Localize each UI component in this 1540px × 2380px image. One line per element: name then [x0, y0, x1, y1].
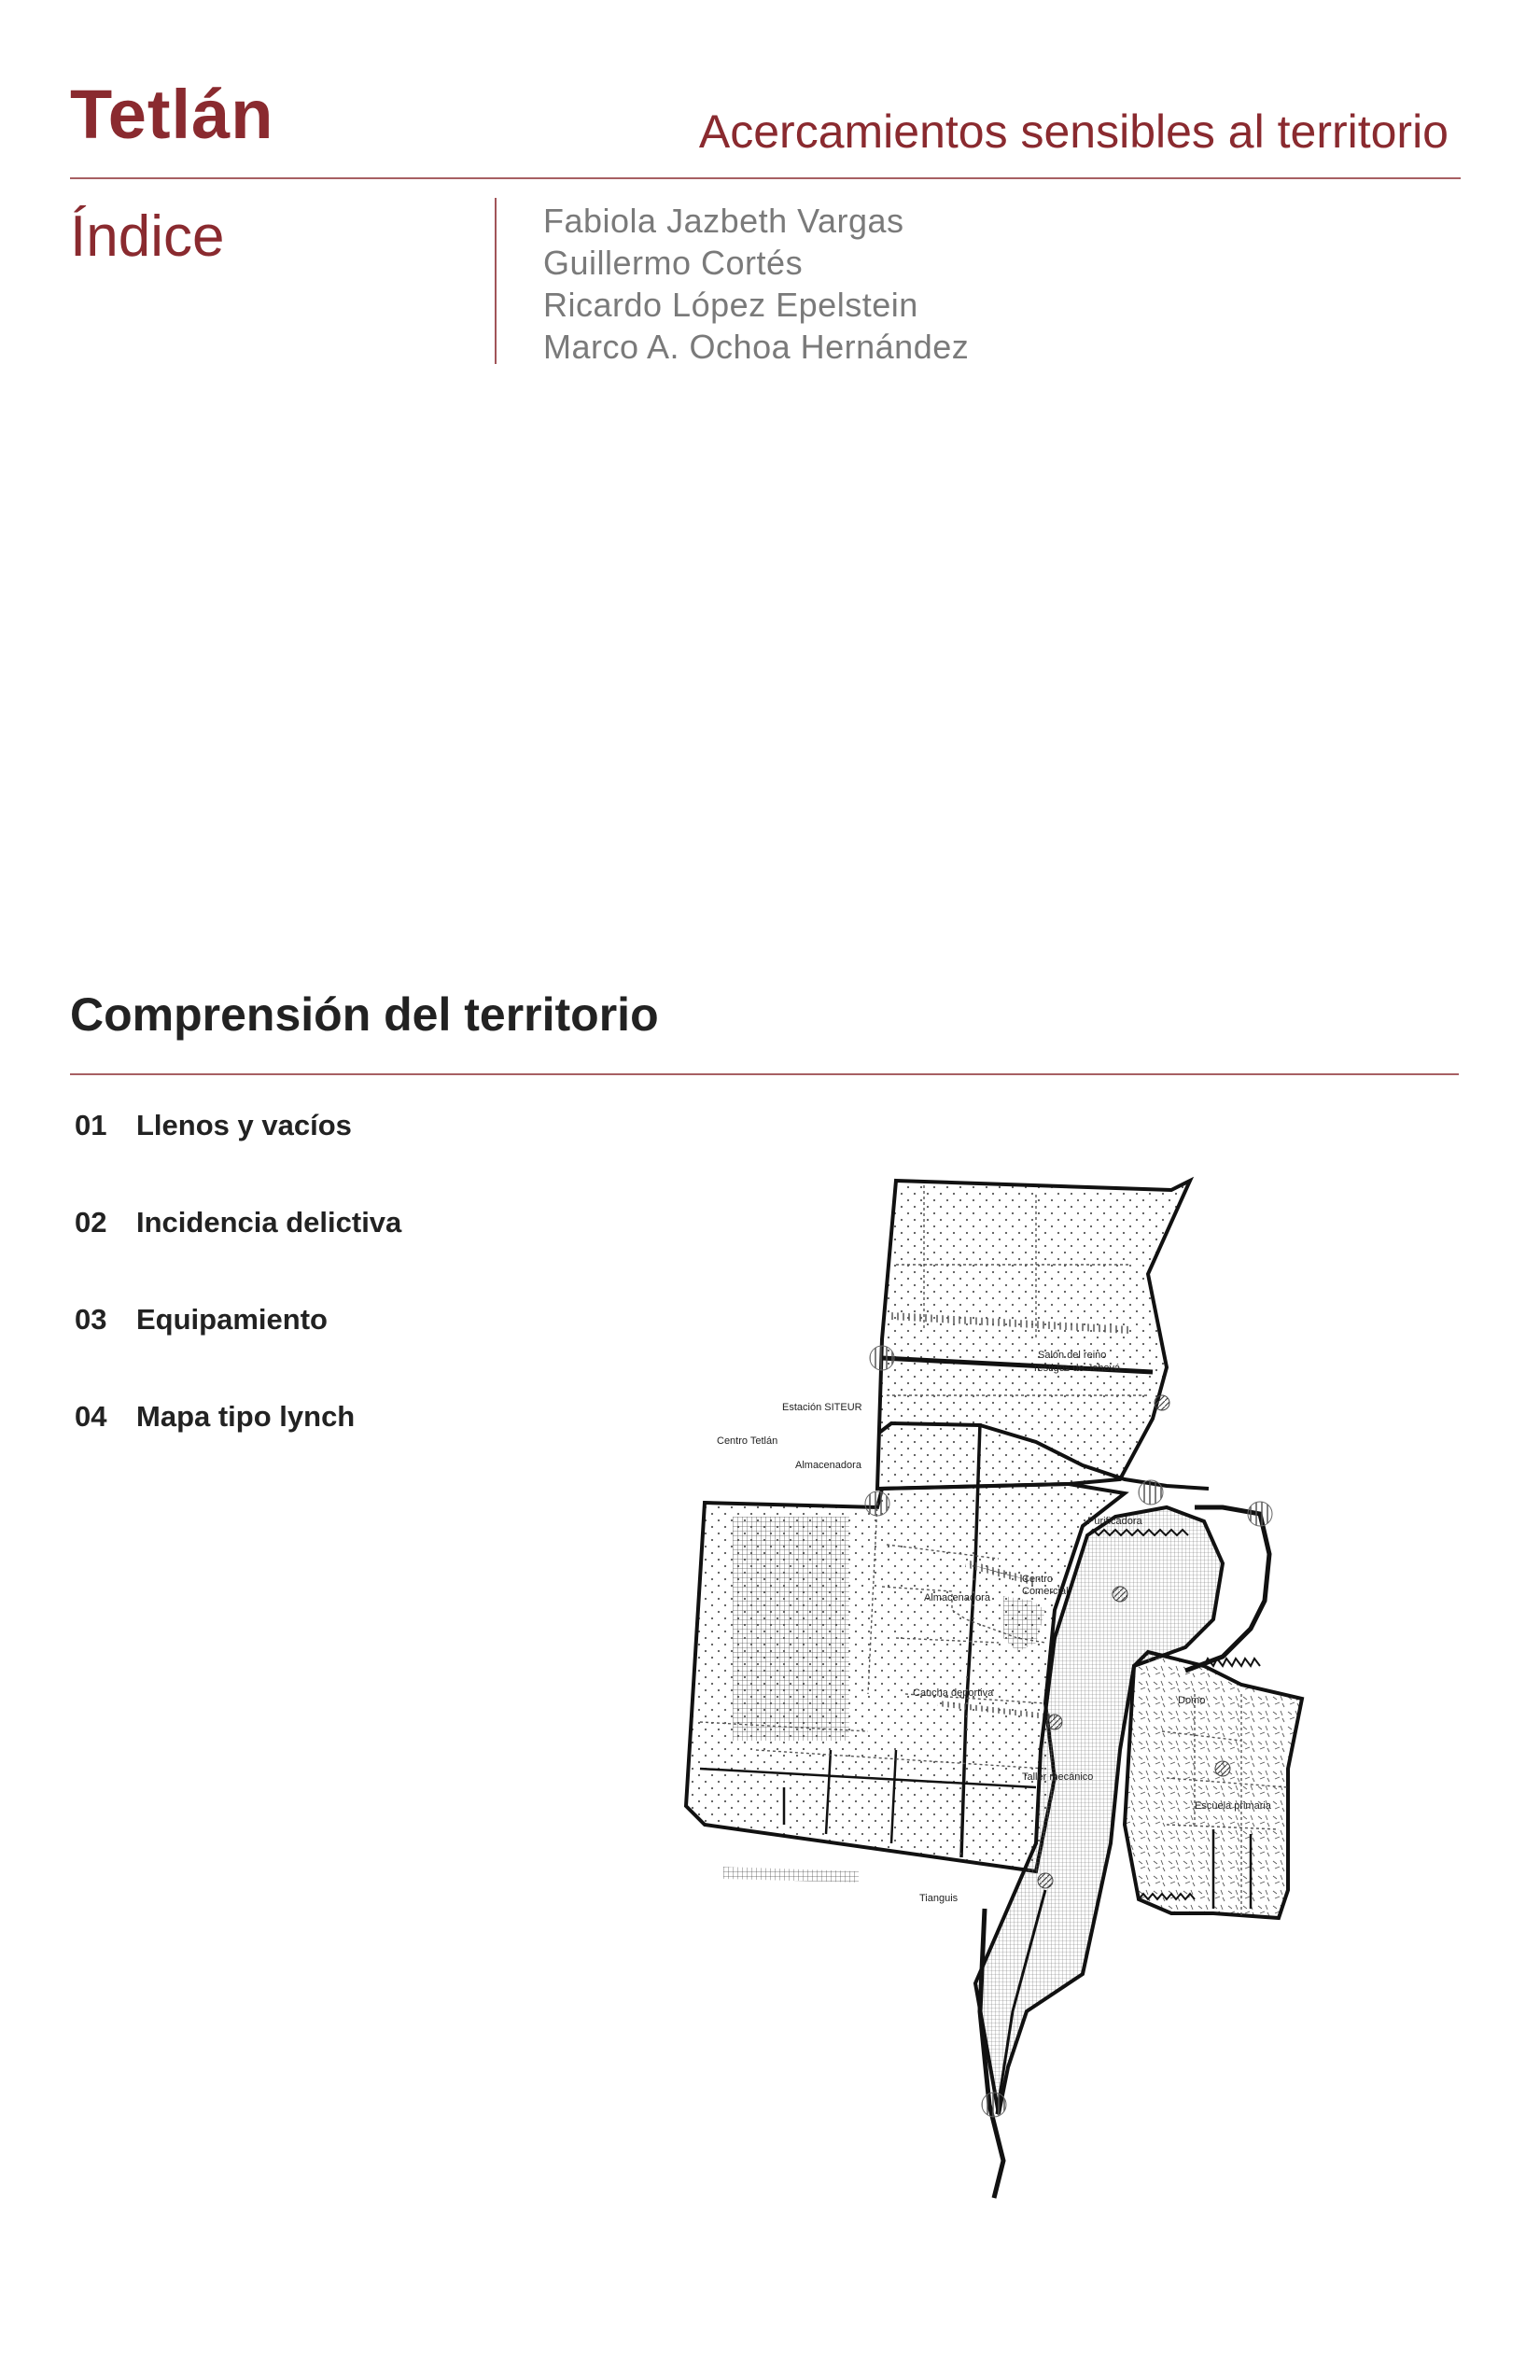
brand-title: Tetlán	[70, 76, 274, 153]
toc-label: Equipamiento	[136, 1303, 328, 1336]
toc-label: Llenos y vacíos	[136, 1109, 352, 1141]
section-title: Comprensión del territorio	[70, 988, 659, 1041]
table-of-contents	[75, 1109, 401, 1497]
authors-divider	[495, 198, 497, 364]
map-district-east	[1125, 1652, 1302, 1918]
map-label: Domo	[1178, 1695, 1206, 1706]
toc-item[interactable]	[75, 1109, 401, 1206]
document-subtitle: Acercamientos sensibles al territorio	[698, 105, 1449, 158]
map-market-strip	[723, 1867, 859, 1883]
map-label: Tianguis	[919, 1893, 959, 1904]
toc-number: 02	[75, 1206, 107, 1239]
header-divider	[70, 177, 1461, 179]
map-label: Salón del reino	[1038, 1350, 1107, 1361]
map-label: Centro	[1022, 1574, 1054, 1585]
map-label: Escuela primaria	[1195, 1800, 1271, 1812]
map-label: Purificadora	[1087, 1516, 1142, 1527]
toc-number: 03	[75, 1303, 107, 1336]
author-list	[543, 200, 969, 368]
author-name: Fabiola Jazbeth Vargas	[543, 202, 904, 240]
section-divider	[70, 1073, 1459, 1075]
map-label: Estación SITEUR	[782, 1402, 862, 1413]
toc-number: 04	[75, 1400, 107, 1433]
toc-item[interactable]	[75, 1400, 401, 1497]
toc-item[interactable]	[75, 1206, 401, 1303]
map-label: Centro Tetlán	[717, 1435, 778, 1447]
index-title: Índice	[70, 204, 225, 269]
toc-label: Incidencia delictiva	[136, 1206, 402, 1239]
toc-item[interactable]	[75, 1303, 401, 1400]
map-label: Almacenadora	[795, 1460, 861, 1471]
territory-map	[644, 1171, 1419, 2231]
toc-label: Mapa tipo lynch	[136, 1400, 356, 1433]
author-name: Marco A. Ochoa Hernández	[543, 328, 970, 366]
map-label: Cancha deportiva	[913, 1687, 994, 1699]
map-label: Testigos de Jehová	[1032, 1363, 1121, 1374]
map-label: Taller mecánico	[1022, 1771, 1094, 1783]
author-name: Guillermo Cortés	[543, 244, 804, 282]
map-label: Almacenadora	[924, 1592, 990, 1603]
map-label: Comercial	[1022, 1586, 1069, 1597]
author-name: Ricardo López Epelstein	[543, 286, 918, 324]
toc-number: 01	[75, 1109, 107, 1141]
